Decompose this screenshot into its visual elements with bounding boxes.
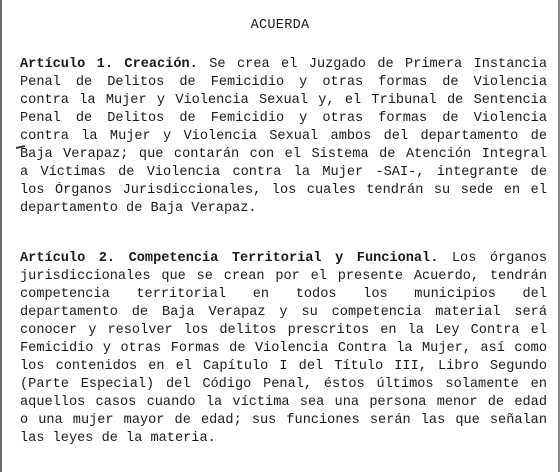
article-1-line-9: departamento de Baja Verapaz. xyxy=(20,201,257,216)
article-1-line-3: contra la Mujer y Violencia Sexual y, el Tribunal de Sentencia xyxy=(20,93,547,108)
article-1-line-8: los Órganos Jurisdiccionales, los cuales tendrán su sede en el xyxy=(20,183,547,198)
article-1-line-2: Penal de Delitos de Femicidio y otras formas de Violencia xyxy=(20,75,547,90)
article-2-line-3: competencia territorial en todos los municipios del xyxy=(20,287,547,302)
article-1-line-1 xyxy=(20,56,547,74)
article-2-line-10: o una mujer mayor de edad; sus funciones serán las que señalan xyxy=(20,413,547,428)
article-1-text: Se crea el Juzgado de Primera Instancia xyxy=(197,57,547,72)
article-1-label: Artículo 1. Creación. xyxy=(20,57,198,72)
article-2-text: Los órganos xyxy=(438,251,547,266)
document-heading: ACUERDA xyxy=(250,18,310,33)
article-1 xyxy=(20,56,547,218)
article-1-line-6: Baja Verapaz; que contarán con el Sistema de Atención Integral xyxy=(20,147,547,162)
article-1-line-5: contra la Mujer y Violencia Sexual ambos del departamento de xyxy=(20,129,547,144)
article-2-line-8: (Parte Especial) del Código Penal, éstos últimos solamente en xyxy=(20,377,547,392)
article-2-line-5: conocer y resolver los delitos prescritos en la Ley Contra el xyxy=(20,323,547,338)
article-1-line-4: Penal de Delitos de Femicidio y otras formas de Violencia xyxy=(20,111,547,126)
article-2-line-2: jurisdiccionales que se crean por el presente Acuerdo, tendrán xyxy=(20,269,547,284)
article-2 xyxy=(20,250,547,448)
article-2-line-9: aquellos casos cuando la víctima sea una persona menor de edad xyxy=(20,395,547,410)
article-2-line-4: departamento de Baja Verapaz y su competencia material será xyxy=(20,305,547,320)
left-margin-rule xyxy=(0,0,2,472)
article-2-label: Artículo 2. Competencia Territorial y Funcional. xyxy=(20,251,439,266)
article-2-line-11: las leyes de la materia. xyxy=(20,431,216,446)
article-1-line-7: a Víctimas de Violencia contra la Mujer -SAI-, integrante de xyxy=(20,165,547,180)
article-2-line-1 xyxy=(20,250,547,268)
article-2-line-6: Femicidio y otras Formas de Violencia Contra la Mujer, así como xyxy=(20,341,547,356)
article-2-line-7: los contenidos en el Capítulo I del Título III, Libro Segundo xyxy=(20,359,547,374)
